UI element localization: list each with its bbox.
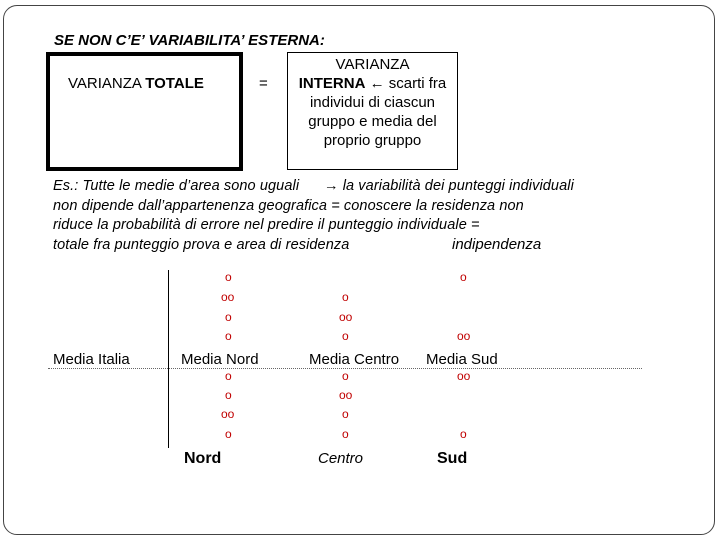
vertical-axis <box>168 270 169 448</box>
data-point: o <box>225 310 232 324</box>
data-point: o <box>342 369 349 383</box>
data-point: o <box>342 329 349 343</box>
data-point: oo <box>221 407 235 421</box>
data-point: o <box>225 329 232 343</box>
data-point: oo <box>339 388 353 402</box>
heading: SE NON C’E’ VARIABILITA’ ESTERNA: <box>54 32 325 49</box>
media-italia-label: Media Italia <box>53 351 130 368</box>
data-point: oo <box>457 369 471 383</box>
arrow-right-icon: → <box>323 178 339 194</box>
equals-sign: = <box>259 75 268 92</box>
nord-label: Nord <box>184 450 222 467</box>
data-point: o <box>225 270 232 284</box>
data-point: o <box>342 290 349 304</box>
data-point: o <box>342 407 349 421</box>
varianza-totale-box <box>46 52 243 171</box>
varianza-interna-label: VARIANZA INTERNA ← scarti fra individui di ciascun gruppo e media del proprio gruppo <box>298 56 447 149</box>
varianza-totale-label: VARIANZA TOTALE <box>68 75 204 92</box>
sud-label: Sud <box>437 450 468 467</box>
data-point: o <box>460 270 467 284</box>
data-point: o <box>225 388 232 402</box>
media-centro-label: Media Centro <box>309 351 400 368</box>
data-point: o <box>225 369 232 383</box>
media-nord-label: Media Nord <box>181 351 259 368</box>
indipendenza-label: indipendenza <box>452 236 542 253</box>
data-point: o <box>225 427 232 441</box>
data-point: o <box>342 427 349 441</box>
data-point: o <box>460 427 467 441</box>
data-point: oo <box>221 290 235 304</box>
arrow-left-icon: ← <box>369 75 385 92</box>
media-sud-label: Media Sud <box>426 351 498 368</box>
centro-label: Centro <box>318 450 364 467</box>
data-point: oo <box>457 329 471 343</box>
example-text: Es.: Tutte le medie d’area sono uguali → la variabilità dei punteggi individuali non dipende dall’appartenenza geografica = conoscere la residenza non riduce la probabilità di errore nel predire il punteggio individuale = totale fra punteggio prova e area di residenza <box>53 178 574 253</box>
data-point: oo <box>339 310 353 324</box>
